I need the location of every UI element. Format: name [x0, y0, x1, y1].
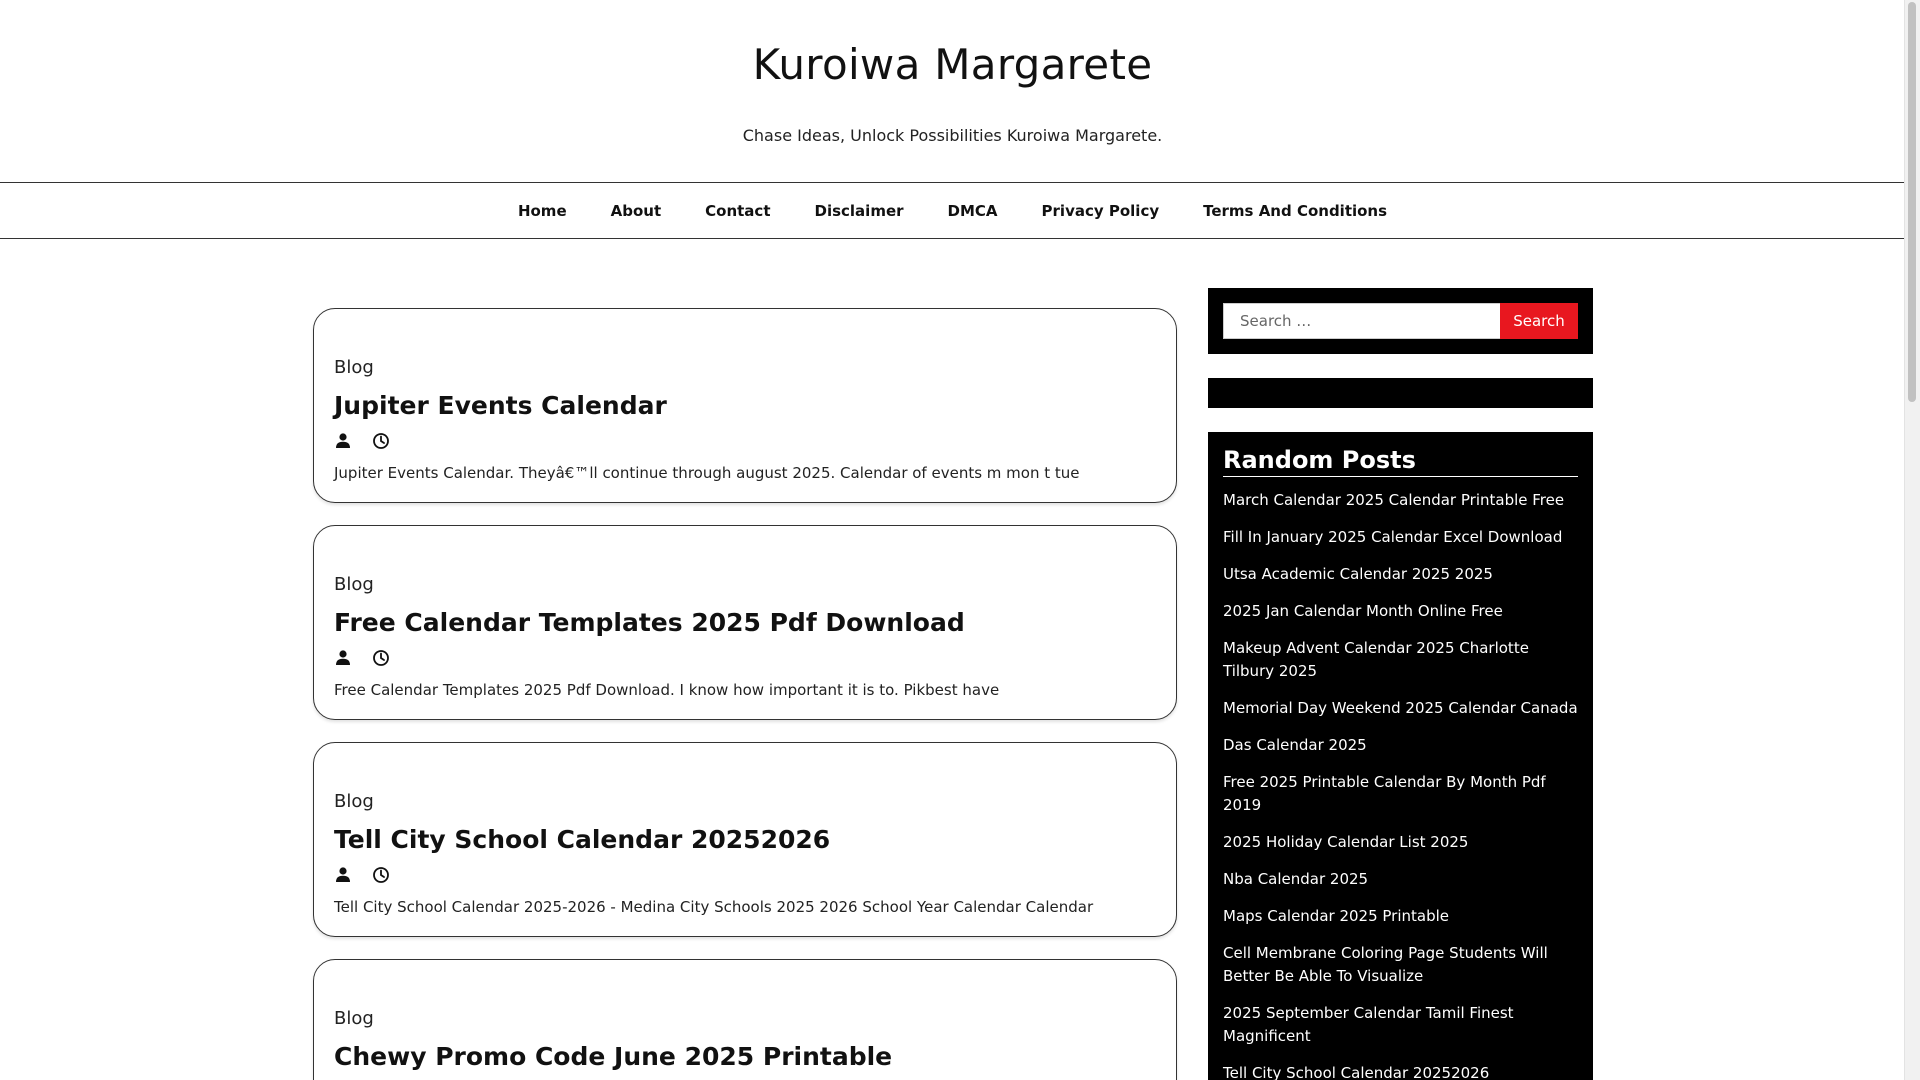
list-item[interactable]: Nba Calendar 2025 [1223, 870, 1369, 888]
post-category[interactable]: Blog [334, 1008, 374, 1029]
post-meta [334, 649, 410, 667]
user-icon[interactable] [334, 649, 352, 667]
list-item[interactable]: 2025 Holiday Calendar List 2025 [1223, 833, 1469, 851]
scrollbar-thumb[interactable] [1908, 2, 1916, 402]
post-meta [334, 866, 410, 884]
empty-widget [1208, 378, 1593, 408]
nav-item-contact[interactable]: Contact [705, 201, 771, 220]
list-item[interactable]: Memorial Day Weekend 2025 Calendar Canada [1223, 699, 1578, 717]
list-item[interactable]: Utsa Academic Calendar 2025 2025 [1223, 565, 1493, 583]
nav-item-privacy-policy[interactable]: Privacy Policy [1041, 201, 1160, 220]
list-item[interactable]: Fill In January 2025 Calendar Excel Download [1223, 528, 1563, 546]
post-title[interactable]: Chewy Promo Code June 2025 Printable [334, 1042, 893, 1071]
search-widget [1208, 288, 1593, 354]
user-icon[interactable] [334, 432, 352, 450]
search-input[interactable] [1223, 303, 1500, 339]
post-excerpt: Tell City School Calendar 2025-2026 - Medina City Schools 2025 2026 School Year Calendar Calendar [334, 898, 1094, 916]
clock-icon[interactable] [372, 432, 390, 450]
list-item[interactable]: 2025 Jan Calendar Month Online Free [1223, 602, 1503, 620]
nav-item-dmca[interactable]: DMCA [947, 201, 998, 220]
post-excerpt: Jupiter Events Calendar. Theyâ€™ll continue through august 2025. Calendar of events m mon t tue [334, 464, 1080, 482]
list-item[interactable]: Makeup Advent Calendar 2025 Charlotte Tilbury 2025 [1223, 639, 1529, 680]
list-item[interactable]: March Calendar 2025 Calendar Printable Free [1223, 491, 1565, 509]
list-item[interactable]: Maps Calendar 2025 Printable [1223, 907, 1450, 925]
post-list [313, 308, 1179, 1080]
site-title[interactable]: Kuroiwa Margarete [752, 40, 1153, 89]
sidebar [1208, 288, 1593, 1080]
clock-icon[interactable] [372, 649, 390, 667]
post-meta [334, 432, 410, 450]
list-item[interactable]: Das Calendar 2025 [1223, 736, 1367, 754]
nav-item-home[interactable]: Home [517, 201, 567, 220]
random-posts-widget [1208, 432, 1593, 1080]
list-item[interactable]: Cell Membrane Coloring Page Students Will Better Be Able To Visualize [1223, 944, 1548, 985]
post-card [313, 525, 1177, 720]
nav-item-disclaimer[interactable]: Disclaimer [814, 201, 904, 220]
main-navigation [0, 182, 1905, 239]
nav-item-terms[interactable]: Terms And Conditions [1203, 201, 1388, 220]
post-title[interactable]: Tell City School Calendar 20252026 [334, 825, 831, 854]
list-item[interactable]: 2025 September Calendar Tamil Finest Magnificent [1223, 1004, 1514, 1045]
post-card [313, 742, 1177, 937]
post-title[interactable]: Free Calendar Templates 2025 Pdf Download [334, 608, 965, 637]
random-posts-list [1223, 489, 1578, 1080]
list-item[interactable]: Tell City School Calendar 20252026 [1223, 1064, 1490, 1080]
page-scrollbar[interactable] [1904, 0, 1920, 1080]
post-category[interactable]: Blog [334, 357, 374, 378]
post-category[interactable]: Blog [334, 574, 374, 595]
clock-icon[interactable] [372, 866, 390, 884]
user-icon[interactable] [334, 866, 352, 884]
search-button[interactable]: Search [1500, 303, 1578, 339]
post-card [313, 959, 1177, 1080]
nav-item-about[interactable]: About [610, 201, 662, 220]
post-card [313, 308, 1177, 503]
widget-title: Random Posts [1223, 446, 1578, 477]
post-excerpt: Free Calendar Templates 2025 Pdf Download. I know how important it is to. Pikbest have [334, 681, 1000, 699]
post-title[interactable]: Jupiter Events Calendar [334, 391, 667, 420]
site-tagline: Chase Ideas, Unlock Possibilities Kuroiwa Margarete. [742, 126, 1163, 145]
list-item[interactable]: Free 2025 Printable Calendar By Month Pdf 2019 [1223, 773, 1546, 814]
site-header [0, 0, 1905, 182]
post-category[interactable]: Blog [334, 791, 374, 812]
